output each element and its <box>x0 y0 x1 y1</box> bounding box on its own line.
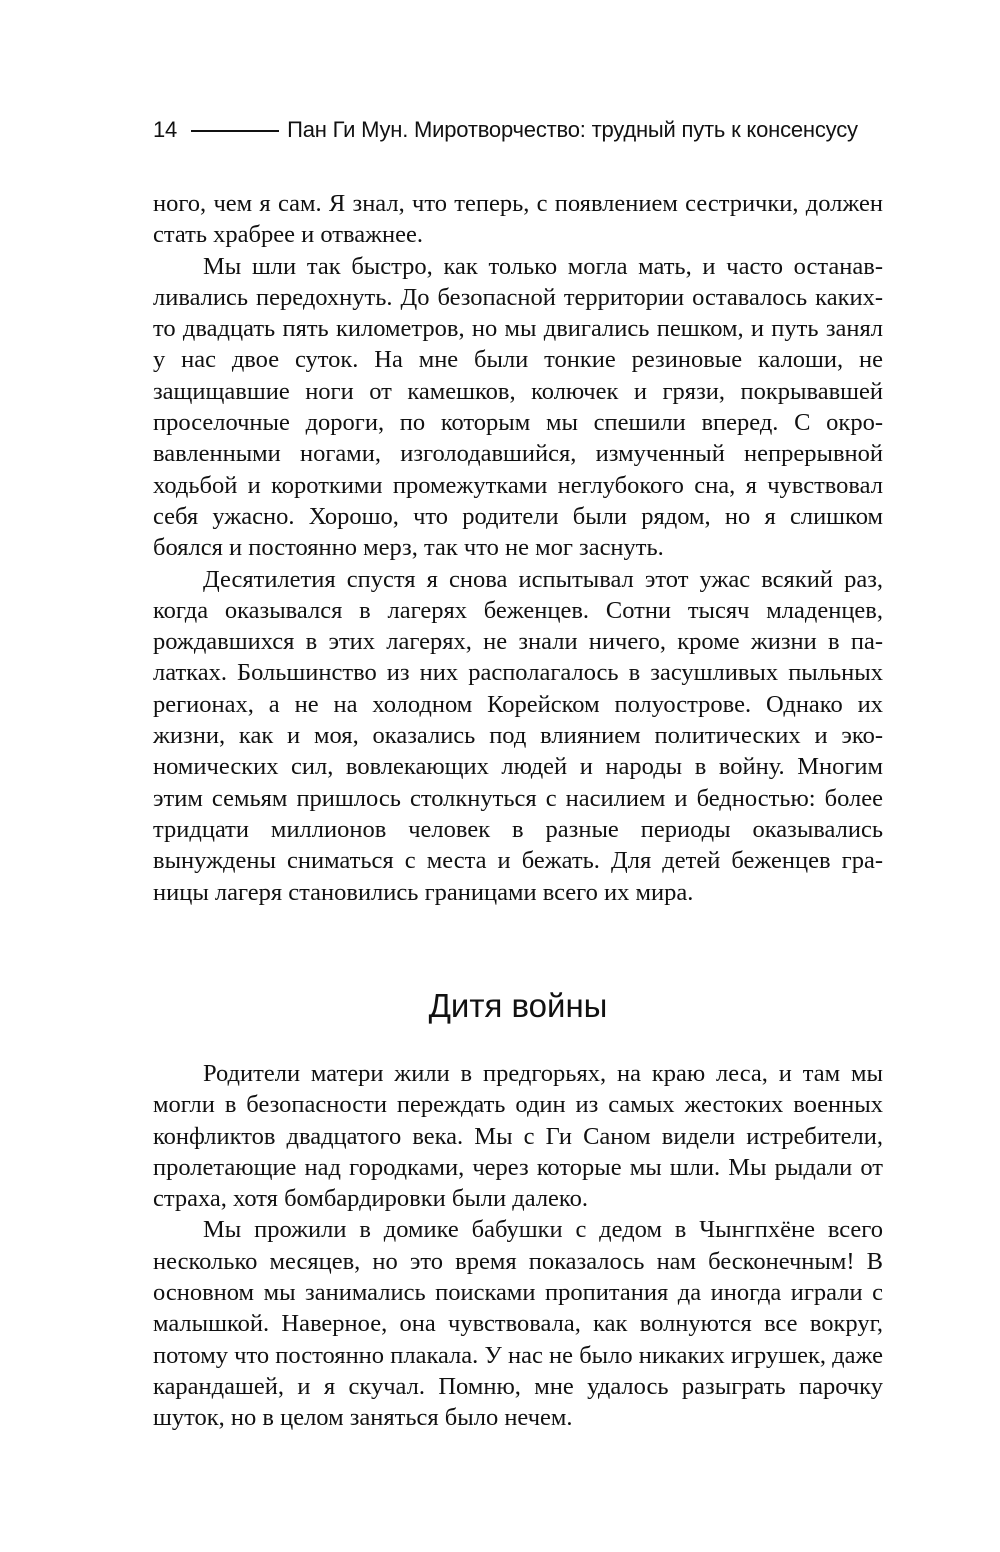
paragraph: Мы прожили в домике бабушки с дедом в Чынгпхёне всего несколько месяцев, но это время показалось нам бесконечным! В основном мы занимались поисками пропитания да иногда играли с малышкой. Наверное, она чувствовала, как волнуются все вокруг, потому что постоянно плакала. У нас не было никаких игрушек, даже карандашей, и я скучал. Помню, мне удалось разыграть парочку шуток, но в целом заняться было нечем. <box>153 1216 883 1432</box>
page-number: 14 <box>153 117 178 142</box>
header-rule <box>191 130 279 132</box>
section-heading: Дитя войны <box>428 987 608 1024</box>
paragraph: Десятилетия спустя я снова испытывал этот ужас всякий раз, когда оказывался в лагерях беженцев. Сотни тысяч младенцев, рождавшихся в этих лагерях, не знали ничего, кроме жизни в палатках. Большинство из них располагалось в засушливых пыльных регионах, а не на холодном Корейском полуострове. Однако их жизни, как и моя, оказались под влиянием политических и экономических сил, вовлекающих людей и народы в войну. Многим этим семьям пришлось столкнуться с насилием и бедностью: более тридцати миллионов человек в разные периоды оказывались вынуждены сниматься с места и бежать. Для детей беженцев границы лагеря становились границами всего их мира. <box>153 565 883 906</box>
paragraph: Родители матери жили в предгорьях, на краю леса, и там мы могли в безопасности переждать один из самых жестоких военных конфликтов двадцатого века. Мы с Ги Саном видели истребители, пролетающие над городками, через которые мы шли. Мы рыдали от страха, хотя бомбардировки были далеко. <box>153 1060 883 1213</box>
body-text-section <box>153 1058 883 1434</box>
running-header <box>153 112 883 148</box>
paragraph-continued: ного, чем я сам. Я знал, что теперь, с появлением сестрички, должен стать храбрее и отважнее. <box>153 190 883 249</box>
body-text-top <box>153 188 883 908</box>
paragraph: Мы шли так быстро, как только могла мать, и часто останавливались передохнуть. До безопасной территории оставалось каких-то двадцать пять километров, но мы двигались пешком, и путь занял у нас двое суток. На мне были тонкие резиновые калоши, не защищавшие ноги от камешков, колючек и грязи, покрывавшей проселочные дороги, по которым мы спешили вперед. С окровавленными ногами, изголодавшийся, измученный непрерывной ходьбой и короткими промежутками неглубокого сна, я чувствовал себя ужасно. Хорошо, что родители были рядом, но я слишком боялся и постоянно мерз, так что не мог заснуть. <box>153 252 883 562</box>
book-title: Пан Ги Мун. Миротворчество: трудный путь к консенсусу <box>287 117 858 142</box>
